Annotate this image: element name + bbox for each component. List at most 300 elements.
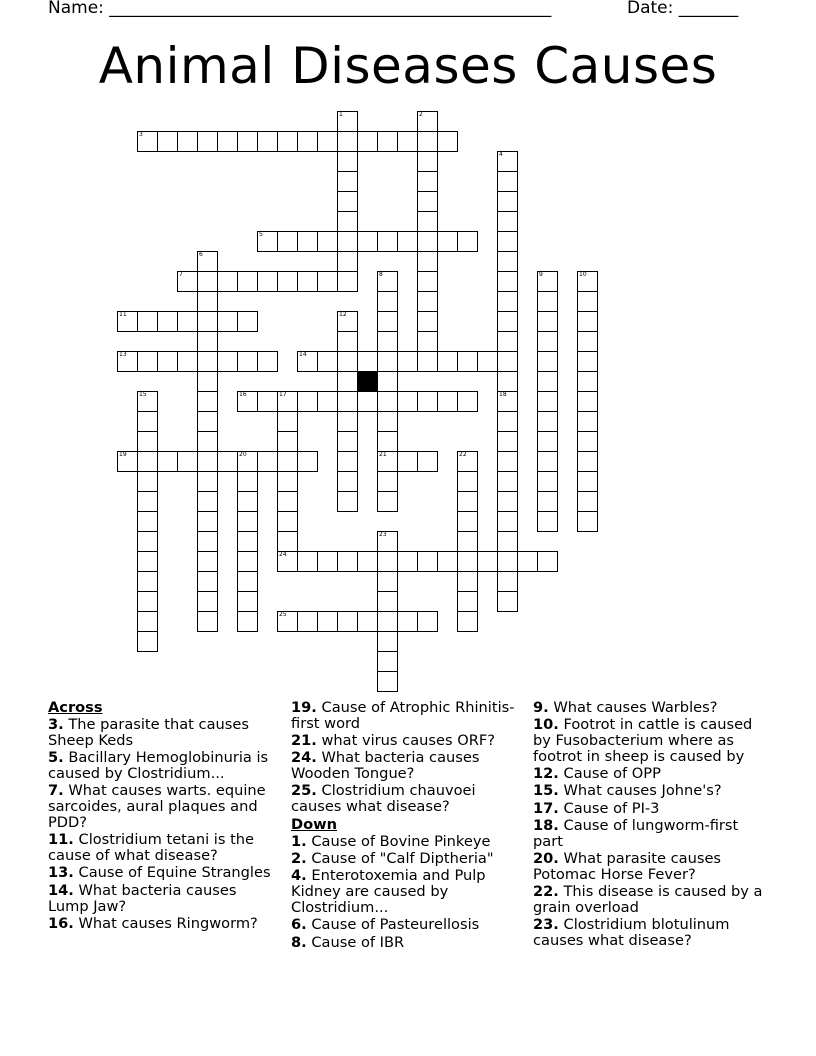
grid-cell[interactable]: [137, 551, 158, 572]
grid-cell[interactable]: [497, 251, 518, 272]
grid-cell[interactable]: [317, 271, 338, 292]
grid-cell[interactable]: [237, 591, 258, 612]
grid-cell[interactable]: [137, 471, 158, 492]
grid-cell[interactable]: [417, 271, 438, 292]
grid-cell[interactable]: [497, 291, 518, 312]
clue-text: Cause of IBR: [311, 933, 405, 951]
grid-cell[interactable]: [457, 611, 478, 632]
grid-cell[interactable]: [197, 331, 218, 352]
grid-cell[interactable]: [517, 551, 538, 572]
clue-item: [533, 818, 763, 850]
grid-cell[interactable]: [137, 451, 158, 472]
grid-cell[interactable]: [577, 431, 598, 452]
grid-cell[interactable]: [337, 371, 358, 392]
clue-item: [533, 766, 763, 782]
cell-number: 8: [379, 271, 383, 278]
grid-cell[interactable]: [197, 491, 218, 512]
grid-cell[interactable]: [437, 351, 458, 372]
grid-cell[interactable]: [577, 411, 598, 432]
grid-cell[interactable]: [537, 451, 558, 472]
cell-number: 16: [239, 391, 247, 398]
clue-item: [48, 832, 273, 864]
grid-cell[interactable]: [497, 471, 518, 492]
grid-cell[interactable]: [537, 431, 558, 452]
grid-cell[interactable]: [197, 431, 218, 452]
grid-cell[interactable]: [137, 431, 158, 452]
grid-cell[interactable]: [237, 471, 258, 492]
grid-cell[interactable]: [537, 491, 558, 512]
grid-cell[interactable]: [337, 271, 358, 292]
grid-cell[interactable]: [537, 391, 558, 412]
grid-cell[interactable]: [577, 511, 598, 532]
grid-cell[interactable]: [197, 411, 218, 432]
clue-item: [533, 801, 763, 817]
grid-cell[interactable]: [417, 291, 438, 312]
clue-text: Cause of lungworm-first part: [533, 817, 739, 850]
clue-item: [48, 717, 273, 749]
cell-number: 4: [499, 151, 503, 158]
grid-cell[interactable]: [497, 451, 518, 472]
clue-item: [533, 700, 763, 716]
clue-item: [291, 851, 516, 867]
grid-cell[interactable]: [437, 551, 458, 572]
grid-cell[interactable]: [157, 311, 178, 332]
grid-cell[interactable]: [237, 351, 258, 372]
grid-cell[interactable]: [197, 471, 218, 492]
clue-number: 13.: [48, 864, 74, 882]
clue-text: Cause of "Calf Diptheria": [311, 850, 494, 868]
grid-cell[interactable]: [137, 611, 158, 632]
grid-cell[interactable]: [337, 251, 358, 272]
cell-number: 15: [139, 391, 147, 398]
grid-cell[interactable]: [457, 531, 478, 552]
grid-cell[interactable]: [377, 551, 398, 572]
clue-number: 6.: [291, 916, 307, 934]
grid-cell[interactable]: [137, 591, 158, 612]
grid-cell[interactable]: [277, 491, 298, 512]
cell-number: 22: [459, 451, 467, 458]
clue-text: What causes Johne's?: [563, 782, 722, 800]
grid-cell[interactable]: [237, 131, 258, 152]
grid-cell[interactable]: [237, 491, 258, 512]
clue-text: Enterotoxemia and Pulp Kidney are caused by Clostridium...: [291, 867, 486, 917]
grid-cell[interactable]: [277, 511, 298, 532]
grid-cell[interactable]: [497, 271, 518, 292]
grid-cell[interactable]: [377, 391, 398, 412]
grid-cell[interactable]: [257, 131, 278, 152]
grid-cell[interactable]: [497, 191, 518, 212]
grid-cell[interactable]: [497, 411, 518, 432]
grid-cell[interactable]: [357, 391, 378, 412]
grid-cell[interactable]: [257, 451, 278, 472]
grid-cell[interactable]: [337, 351, 358, 372]
grid-cell[interactable]: [537, 311, 558, 332]
grid-cell[interactable]: [337, 151, 358, 172]
grid-cell[interactable]: [417, 391, 438, 412]
grid-cell[interactable]: [337, 451, 358, 472]
grid-cell[interactable]: [197, 311, 218, 332]
grid-cell[interactable]: [377, 431, 398, 452]
clue-text: Clostridium chauvoei causes what disease?: [291, 782, 476, 816]
grid-cell[interactable]: [317, 351, 338, 372]
grid-cell[interactable]: [277, 471, 298, 492]
grid-cell[interactable]: [417, 351, 438, 372]
grid-cell[interactable]: [137, 351, 158, 372]
grid-cell[interactable]: [577, 351, 598, 372]
grid-cell[interactable]: [197, 131, 218, 152]
grid-cell[interactable]: [417, 611, 438, 632]
grid-cell[interactable]: [377, 331, 398, 352]
grid-cell[interactable]: [337, 391, 358, 412]
grid-cell[interactable]: [317, 391, 338, 412]
grid-cell[interactable]: [337, 611, 358, 632]
grid-cell[interactable]: [257, 271, 278, 292]
grid-cell[interactable]: [577, 331, 598, 352]
grid-cell[interactable]: [497, 551, 518, 572]
clue-number: 23.: [533, 916, 559, 934]
grid-cell[interactable]: [577, 451, 598, 472]
grid-cell[interactable]: [157, 351, 178, 372]
grid-cell[interactable]: [497, 171, 518, 192]
grid-cell[interactable]: [197, 351, 218, 372]
grid-cell[interactable]: [137, 631, 158, 652]
grid-cell[interactable]: [497, 351, 518, 372]
grid-cell[interactable]: [417, 311, 438, 332]
grid-cell[interactable]: [137, 511, 158, 532]
grid-cell[interactable]: [457, 571, 478, 592]
name-field[interactable]: Name: ____________________________________________________: [48, 0, 552, 18]
grid-cell[interactable]: [297, 231, 318, 252]
clue-text: What bacteria causes Lump Jaw?: [48, 881, 237, 915]
grid-cell[interactable]: [497, 571, 518, 592]
grid-cell[interactable]: [297, 611, 318, 632]
clue-text: What parasite causes Potomac Horse Fever?: [533, 850, 722, 883]
grid-cell[interactable]: [277, 431, 298, 452]
black-square: [357, 371, 378, 392]
clue-text: Clostridium blotulinum causes what disease?: [533, 916, 730, 950]
grid-cell[interactable]: [197, 511, 218, 532]
grid-cell[interactable]: [217, 451, 238, 472]
cell-number: 3: [139, 131, 143, 138]
grid-cell[interactable]: [577, 371, 598, 392]
grid-cell[interactable]: [277, 531, 298, 552]
grid-cell[interactable]: [457, 231, 478, 252]
cell-number: 11: [119, 311, 127, 318]
clue-item: [48, 883, 273, 915]
grid-cell[interactable]: [317, 611, 338, 632]
cell-number: 7: [179, 271, 183, 278]
clue-item: [291, 750, 516, 782]
clue-item: [291, 868, 516, 915]
clue-text: Cause of Atrophic Rhinitis-first word: [291, 699, 515, 732]
grid-cell[interactable]: [537, 291, 558, 312]
grid-cell[interactable]: [377, 411, 398, 432]
clue-number: 22.: [533, 883, 559, 901]
grid-cell[interactable]: [417, 211, 438, 232]
grid-cell[interactable]: [297, 131, 318, 152]
clue-item: [291, 783, 516, 815]
clue-text: Cause of OPP: [563, 765, 661, 783]
grid-cell[interactable]: [317, 551, 338, 572]
grid-cell[interactable]: [337, 231, 358, 252]
grid-cell[interactable]: [357, 351, 378, 372]
grid-cell[interactable]: [497, 371, 518, 392]
grid-cell[interactable]: [197, 551, 218, 572]
clue-number: 20.: [533, 850, 559, 868]
cell-number: 5: [259, 231, 263, 238]
clue-number: 21.: [291, 732, 317, 750]
grid-cell[interactable]: [397, 231, 418, 252]
grid-cell[interactable]: [477, 551, 498, 572]
grid-cell[interactable]: [497, 531, 518, 552]
clue-item: [291, 733, 516, 749]
grid-cell[interactable]: [197, 291, 218, 312]
grid-cell[interactable]: [197, 591, 218, 612]
grid-cell[interactable]: [397, 131, 418, 152]
grid-cell[interactable]: [237, 551, 258, 572]
grid-cell[interactable]: [237, 531, 258, 552]
grid-cell[interactable]: [277, 231, 298, 252]
grid-cell[interactable]: [577, 291, 598, 312]
grid-cell[interactable]: [337, 551, 358, 572]
clue-text: Cause of Equine Strangles: [78, 864, 271, 882]
grid-cell[interactable]: [497, 591, 518, 612]
grid-cell[interactable]: [317, 131, 338, 152]
grid-cell[interactable]: [377, 491, 398, 512]
grid-cell[interactable]: [157, 451, 178, 472]
grid-cell[interactable]: [177, 311, 198, 332]
grid-cell[interactable]: [417, 171, 438, 192]
grid-cell[interactable]: [217, 311, 238, 332]
grid-cell[interactable]: [577, 491, 598, 512]
grid-cell[interactable]: [337, 171, 358, 192]
grid-cell[interactable]: [137, 531, 158, 552]
clue-text: The parasite that causes Sheep Keds: [48, 716, 249, 750]
grid-cell[interactable]: [337, 211, 358, 232]
grid-cell[interactable]: [357, 611, 378, 632]
date-field[interactable]: Date: _______: [627, 0, 739, 18]
grid-cell[interactable]: [137, 311, 158, 332]
grid-cell[interactable]: [357, 231, 378, 252]
grid-cell[interactable]: [417, 131, 438, 152]
grid-cell[interactable]: [197, 531, 218, 552]
grid-cell[interactable]: [237, 571, 258, 592]
grid-cell[interactable]: [377, 571, 398, 592]
grid-cell[interactable]: [237, 311, 258, 332]
grid-cell[interactable]: [217, 271, 238, 292]
grid-cell[interactable]: [457, 471, 478, 492]
puzzle-title: Animal Diseases Causes: [98, 37, 718, 95]
grid-cell[interactable]: [457, 511, 478, 532]
clues-column-3: [533, 700, 763, 950]
grid-cell[interactable]: [297, 391, 318, 412]
grid-cell[interactable]: [577, 391, 598, 412]
grid-cell[interactable]: [297, 551, 318, 572]
clue-item: [291, 935, 516, 951]
grid-cell[interactable]: [537, 331, 558, 352]
grid-cell[interactable]: [437, 231, 458, 252]
clue-number: 15.: [533, 782, 559, 800]
grid-cell[interactable]: [357, 131, 378, 152]
grid-cell[interactable]: [277, 451, 298, 472]
grid-cell[interactable]: [337, 491, 358, 512]
grid-cell[interactable]: [377, 651, 398, 672]
grid-cell[interactable]: [197, 611, 218, 632]
grid-cell[interactable]: [417, 151, 438, 172]
grid-cell[interactable]: [137, 411, 158, 432]
clue-text: Cause of Pasteurellosis: [311, 916, 480, 934]
grid-cell[interactable]: [457, 591, 478, 612]
grid-cell[interactable]: [397, 391, 418, 412]
grid-cell[interactable]: [497, 231, 518, 252]
grid-cell[interactable]: [197, 451, 218, 472]
grid-cell[interactable]: [197, 391, 218, 412]
clue-number: 4.: [291, 867, 307, 885]
clue-number: 18.: [533, 817, 559, 835]
across-heading: Across: [48, 699, 103, 716]
grid-cell[interactable]: [477, 351, 498, 372]
grid-cell[interactable]: [417, 451, 438, 472]
grid-cell[interactable]: [337, 191, 358, 212]
clues-column-2: [291, 700, 516, 952]
cell-number: 13: [119, 351, 127, 358]
clue-number: 7.: [48, 782, 64, 800]
clue-number: 19.: [291, 699, 317, 716]
grid-cell[interactable]: [377, 371, 398, 392]
grid-cell[interactable]: [537, 411, 558, 432]
grid-cell[interactable]: [177, 451, 198, 472]
clue-text: This disease is caused by a grain overload: [533, 883, 763, 917]
grid-cell[interactable]: [317, 231, 338, 252]
grid-cell[interactable]: [497, 211, 518, 232]
clue-text: Footrot in cattle is caused by Fusobacterium where as footrot in sheep is caused by: [533, 716, 753, 765]
grid-cell[interactable]: [337, 471, 358, 492]
grid-cell[interactable]: [377, 311, 398, 332]
clue-text: What causes Ringworm?: [78, 914, 258, 932]
grid-cell[interactable]: [277, 271, 298, 292]
grid-cell[interactable]: [457, 351, 478, 372]
grid-cell[interactable]: [257, 351, 278, 372]
grid-cell[interactable]: [297, 271, 318, 292]
grid-cell[interactable]: [537, 551, 558, 572]
clue-item: [533, 884, 763, 916]
grid-cell[interactable]: [197, 271, 218, 292]
cell-number: 2: [419, 111, 423, 118]
clue-number: 5.: [48, 749, 64, 767]
grid-cell[interactable]: [377, 591, 398, 612]
clue-text: Bacillary Hemoglobinuria is caused by Clostridium...: [48, 749, 269, 783]
clue-number: 17.: [533, 799, 559, 817]
grid-cell[interactable]: [377, 231, 398, 252]
grid-cell[interactable]: [257, 391, 278, 412]
clue-number: 11.: [48, 831, 74, 849]
grid-cell[interactable]: [377, 611, 398, 632]
grid-cell[interactable]: [337, 411, 358, 432]
grid-cell[interactable]: [537, 471, 558, 492]
clue-text: Clostridium tetani is the cause of what disease?: [48, 831, 255, 865]
grid-cell[interactable]: [397, 351, 418, 372]
grid-cell[interactable]: [397, 451, 418, 472]
grid-cell[interactable]: [237, 611, 258, 632]
grid-cell[interactable]: [237, 511, 258, 532]
grid-cell[interactable]: [537, 371, 558, 392]
grid-cell[interactable]: [377, 291, 398, 312]
clue-number: 12.: [533, 765, 559, 783]
cell-number: 14: [299, 351, 307, 358]
grid-cell[interactable]: [497, 311, 518, 332]
grid-cell[interactable]: [337, 431, 358, 452]
grid-cell[interactable]: [377, 631, 398, 652]
clue-item: [48, 783, 273, 830]
grid-cell[interactable]: [417, 191, 438, 212]
cell-number: 10: [579, 271, 587, 278]
grid-cell[interactable]: [457, 491, 478, 512]
grid-cell[interactable]: [377, 351, 398, 372]
cell-number: 23: [379, 531, 387, 538]
grid-cell[interactable]: [537, 351, 558, 372]
grid-cell[interactable]: [497, 511, 518, 532]
grid-cell[interactable]: [437, 391, 458, 412]
grid-cell[interactable]: [377, 471, 398, 492]
clue-number: 8.: [291, 933, 307, 951]
grid-cell[interactable]: [217, 351, 238, 372]
cell-number: 12: [339, 311, 347, 318]
grid-cell[interactable]: [377, 671, 398, 692]
cell-number: 19: [119, 451, 127, 458]
grid-cell[interactable]: [137, 491, 158, 512]
grid-cell[interactable]: [197, 371, 218, 392]
grid-cell[interactable]: [277, 131, 298, 152]
grid-cell[interactable]: [457, 391, 478, 412]
grid-cell[interactable]: [577, 311, 598, 332]
clue-text: What causes warts. equine sarcoides, aural plaques and PDD?: [48, 782, 266, 832]
grid-cell[interactable]: [577, 471, 598, 492]
grid-cell[interactable]: [177, 351, 198, 372]
clue-item: [533, 917, 763, 949]
grid-cell[interactable]: [337, 331, 358, 352]
clue-number: 24.: [291, 749, 317, 767]
clue-number: 14.: [48, 881, 74, 899]
down-heading: Down: [291, 815, 338, 833]
grid-cell[interactable]: [297, 451, 318, 472]
grid-cell[interactable]: [437, 131, 458, 152]
grid-cell[interactable]: [497, 491, 518, 512]
grid-cell[interactable]: [417, 231, 438, 252]
grid-cell[interactable]: [417, 551, 438, 572]
clue-item: [533, 851, 763, 883]
grid-cell[interactable]: [377, 131, 398, 152]
grid-cell[interactable]: [217, 131, 238, 152]
grid-cell[interactable]: [277, 411, 298, 432]
grid-cell[interactable]: [397, 551, 418, 572]
cell-number: 24: [279, 551, 287, 558]
grid-cell[interactable]: [177, 131, 198, 152]
grid-cell[interactable]: [497, 331, 518, 352]
grid-cell[interactable]: [337, 131, 358, 152]
grid-cell[interactable]: [457, 551, 478, 572]
grid-cell[interactable]: [417, 251, 438, 272]
grid-cell[interactable]: [397, 611, 418, 632]
grid-cell[interactable]: [157, 131, 178, 152]
grid-cell[interactable]: [357, 551, 378, 572]
grid-cell[interactable]: [137, 571, 158, 592]
grid-cell[interactable]: [537, 511, 558, 532]
grid-cell[interactable]: [497, 431, 518, 452]
grid-cell[interactable]: [197, 571, 218, 592]
grid-cell[interactable]: [237, 271, 258, 292]
clue-item: [291, 834, 516, 850]
grid-cell[interactable]: [417, 331, 438, 352]
